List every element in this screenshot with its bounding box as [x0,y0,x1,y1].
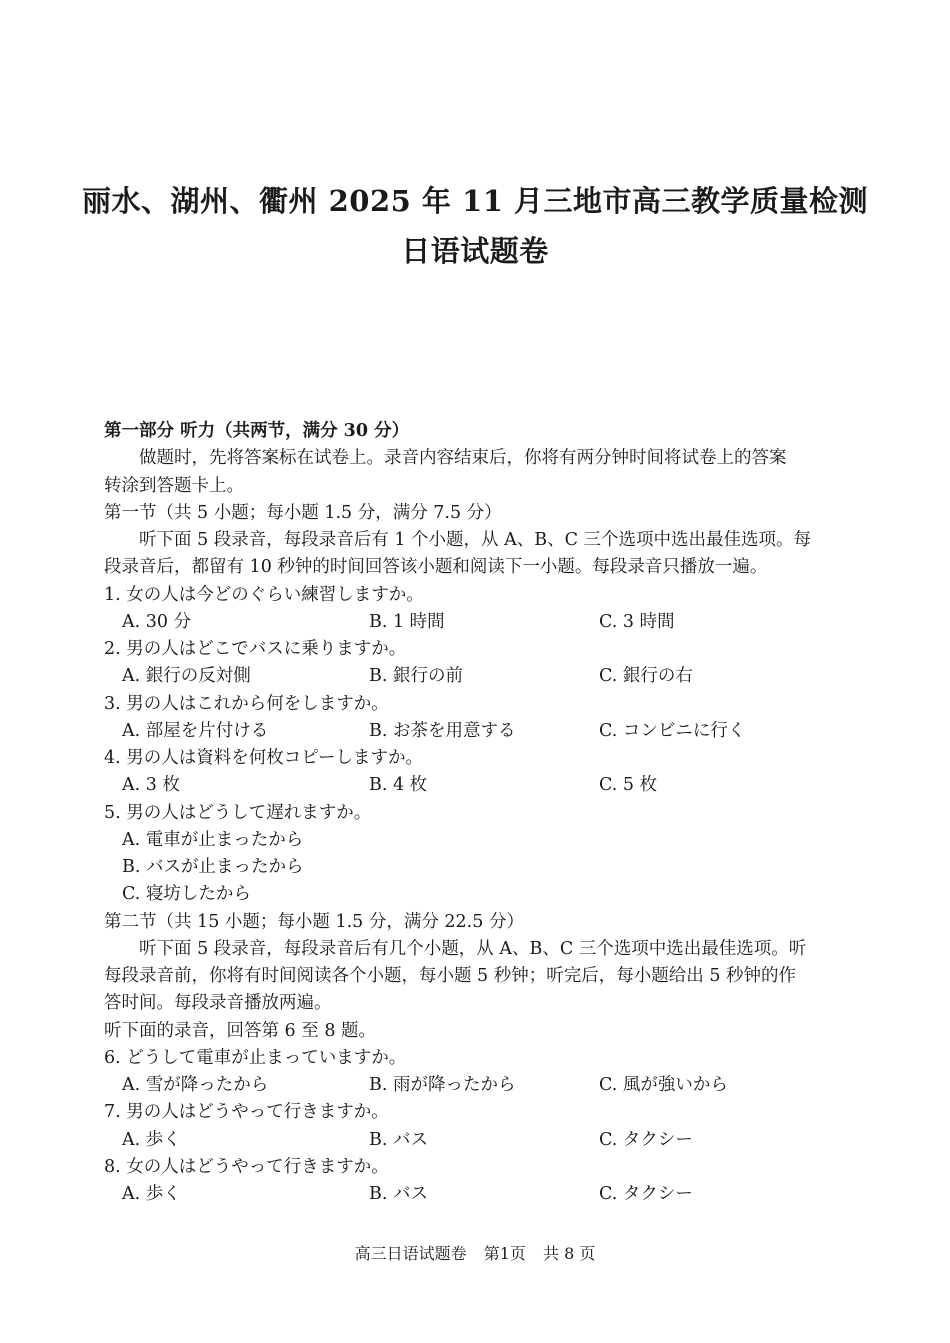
option-c: C. 5 枚 [599,775,658,796]
option-b: B. 1 時間 [369,611,445,632]
footer-total-pages: 共 8 页 [543,1244,596,1263]
option-b: B. バスが止まったから [122,857,304,877]
question-7: 7. 男の人はどうやって行きますか。 [104,1102,389,1123]
footer-page-number: 第1页 [483,1244,526,1263]
option-a: A. 歩く [122,1184,181,1204]
section2-instruction-line1: 听下面 5 段录音，每段录音后有几个小题，从 A、B、C 三个选项中选出最佳选项。听 [139,938,807,959]
question-2-options [104,663,849,690]
section1-instruction-line1: 听下面 5 段录音，每段录音后有 1 个小题，从 A、B、C 三个选项中选出最佳选项。每 [139,530,812,550]
option-a: A. 3 枚 [122,775,180,796]
section2-heading: 第二节（共 15 小题；每小题 1.5 分，满分 22.5 分） [104,911,524,932]
question-3: 3. 男の人はこれから何をしますか。 [104,693,389,714]
question-4: 4. 男の人は資料を何枚コピーしますか。 [104,748,424,768]
option-b: B. 銀行の前 [369,666,463,687]
option-c: C. コンビニに行く [599,720,746,741]
option-a: A. 30 分 [122,611,192,632]
part1-intro-line1: 做题时，先将答案标在试卷上。录音内容结束后，你将有两分钟时间将试卷上的答案 [139,448,787,469]
option-a: A. 電車が止まったから [122,829,304,850]
question-1: 1. 女の人は今どのぐらい練習しますか。 [104,584,424,605]
section2-instruction-line2: 每段录音前，你将有时间阅读各个小题，每小题 5 秒钟；听完后，每小题给出 5 秒钟的作 [104,966,797,986]
question-5: 5. 男の人はどうして遅れますか。 [104,802,372,823]
option-a: A. 銀行の反対側 [122,666,251,687]
footer-paper-name: 高三日语试题卷 [354,1244,467,1263]
page-footer [0,1243,950,1265]
question-4-options [104,772,849,799]
question-7-options [104,1127,849,1154]
exam-body [104,418,849,1208]
option-c: C. 3 時間 [599,611,675,632]
question-1-options [104,609,849,636]
option-b: B. 4 枚 [369,775,428,796]
option-c: C. 銀行の右 [599,666,693,687]
part1-heading: 第一部分 听力（共两节，满分 30 分） [104,421,410,441]
option-a: A. 部屋を片付ける [122,720,269,741]
option-b: B. お茶を用意する [369,720,516,741]
exam-subtitle: 日语试题卷 [401,234,549,268]
option-b: B. 雨が降ったから [369,1075,516,1095]
option-c: C. 寝坊したから [122,884,251,905]
option-c: C. タクシー [599,1184,693,1204]
question-6-options [104,1072,849,1099]
section1-heading: 第一节（共 5 小题；每小题 1.5 分，满分 7.5 分） [104,502,502,523]
question-3-options [104,718,849,745]
part1-intro-line2: 转涂到答题卡上。 [104,475,244,496]
question-6: 6. どうして電車が止まっていますか。 [104,1047,407,1068]
group-intro: 听下面的录音，回答第 6 至 8 题。 [104,1020,377,1041]
section1-instruction-line2: 段录音后，都留有 10 秒钟的时间回答该小题和阅读下一小题。每段录音只播放一遍。 [104,557,768,578]
question-8: 8. 女の人はどうやって行きますか。 [104,1156,389,1177]
option-c: C. タクシー [599,1129,693,1150]
option-a: A. 歩く [122,1129,181,1150]
option-c: C. 風が強いから [599,1075,728,1095]
question-2: 2. 男の人はどこでバスに乗りますか。 [104,639,407,659]
question-8-options [104,1181,849,1208]
section2-instruction-line3: 答时间。每段录音播放两遍。 [104,993,332,1014]
option-b: B. バス [369,1129,428,1150]
exam-title: 丽水、湖州、衢州 2025 年 11 月三地市高三教学质量检测 [82,184,868,218]
option-a: A. 雪が降ったから [122,1075,269,1095]
option-b: B. バス [369,1184,428,1204]
